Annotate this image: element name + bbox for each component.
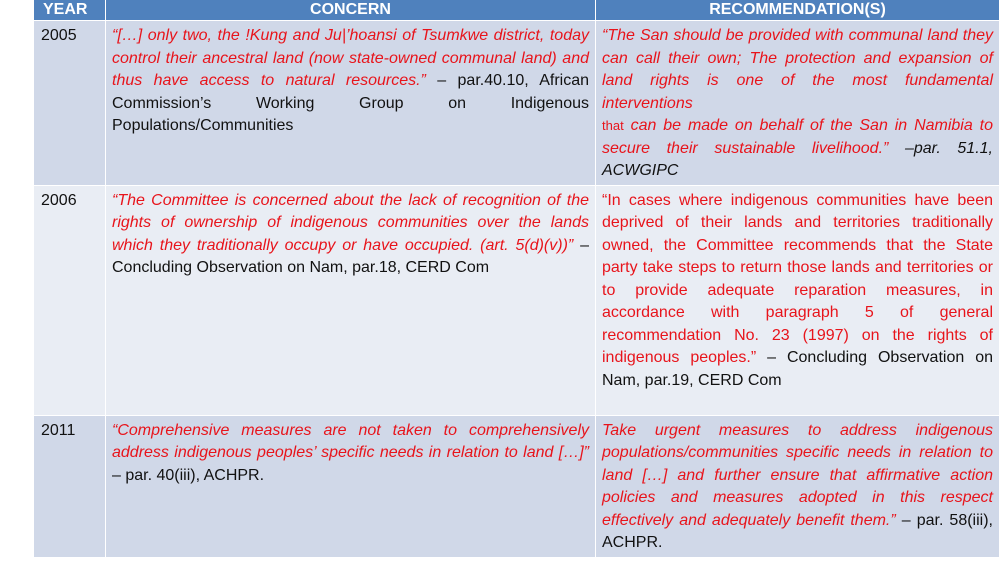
- recommendation-citation: – par. 58(iii), ACHPR.: [602, 511, 993, 551]
- year-cell: 2011: [34, 415, 106, 557]
- year-cell: 2005: [34, 21, 106, 186]
- concern-quote: “The Committee is concerned about the lack of recognition of the rights of ownership of indigenous communities over the lands which they traditionally occupy or have occupied. (art. 5(d)(v))”: [112, 191, 589, 254]
- table-row: [34, 21, 1000, 186]
- recommendation-quote: “The San should be provided with communal land they can call their own; The protection and expansion of land rights is one of the most fundamental interventions: [602, 27, 993, 112]
- recommendation-quote-continued: can be made on behalf of the San in Namibia to secure their sustainable livelihood.”: [602, 117, 993, 157]
- recommendation-quote-word: that: [602, 118, 624, 133]
- recommendation-cell: [596, 415, 1000, 557]
- land-rights-table: [33, 0, 1000, 558]
- table-row: [34, 415, 1000, 557]
- concern-citation: – par.40.10, African Commission’s Working Group on Indigenous Populations/Communities: [112, 72, 589, 134]
- concern-cell: [106, 415, 596, 557]
- concern-quote: “Comprehensive measures are not taken to comprehensively address indigenous peoples’ specific needs in relation to land […]”: [112, 421, 589, 461]
- header-year: YEAR: [34, 0, 106, 21]
- concern-cell: [106, 21, 596, 186]
- header-concern: CONCERN: [106, 0, 596, 21]
- concern-cell: [106, 185, 596, 415]
- header-recommendations: RECOMMENDATION(S): [596, 0, 1000, 21]
- header-row: [34, 0, 1000, 21]
- concern-quote: “[…] only two, the !Kung and Ju|’hoansi of Tsumkwe district, today control their ancestral land (now state-owned communal land) and thus have access to natural resources.”: [112, 27, 589, 89]
- year-cell: 2006: [34, 185, 106, 415]
- recommendation-cell: [596, 21, 1000, 186]
- concern-citation: – Concluding Observation on Nam, par.18, CERD Com: [112, 236, 590, 276]
- recommendation-cell: [596, 185, 1000, 415]
- recommendation-citation: – Concluding Observation on Nam, par.19, CERD Com: [602, 349, 993, 389]
- concern-citation: – par. 40(iii), ACHPR.: [112, 466, 265, 484]
- recommendation-quote: Take urgent measures to address indigenous populations/communities specific needs in relation to land […] and further ensure that affirmative action policies and measures adopted in this respect effectively and adequately benefit them.”: [602, 421, 993, 529]
- table-row: [34, 185, 1000, 415]
- recommendation-citation: –par. 51.1, ACWGIPC: [602, 139, 993, 179]
- recommendation-quote: “In cases where indigenous communities have been deprived of their lands and territories traditionally owned, the Committee recommends that the State party take steps to return those lands and territories or to provide adequate reparation measures, in accordance with paragraph 5 of general recommendation No. 23 (1997) on the rights of indigenous peoples.”: [602, 191, 993, 366]
